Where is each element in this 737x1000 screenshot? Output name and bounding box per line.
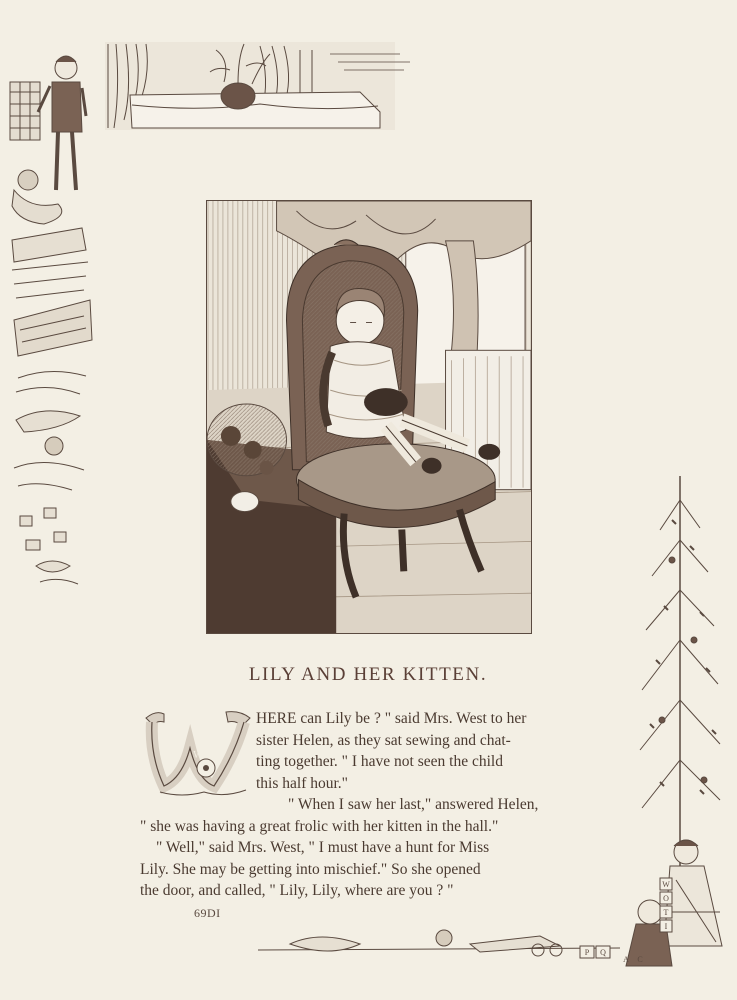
story-line: " Well," said Mrs. West, " I must have a hunt for Miss (156, 839, 490, 856)
story-line: " she was having a great frolic with her kitten in the hall." (140, 817, 499, 835)
top-frieze-curtain-table (105, 42, 410, 130)
block-letter: T (663, 908, 669, 917)
story-body (140, 708, 595, 902)
christmas-tree-engraving (640, 476, 720, 900)
story-line: this half hour." (256, 774, 349, 792)
story-line: HERE can Lily be ? " said Mrs. West to her (256, 710, 527, 727)
block-letter: A (623, 955, 629, 964)
story-line: the door, and called, " Lily, Lily, where are you ? " (140, 882, 454, 899)
story-line: " When I saw her last," answered Helen, (288, 796, 539, 813)
block-letter: C (637, 955, 643, 964)
story-title: LILY AND HER KITTEN. (248, 664, 488, 685)
page-folio-signature: 69DI (194, 906, 221, 920)
story-line: ting together. " I have not seen the child (256, 753, 503, 770)
story-line: Lily. She may be getting into mischief." So she opened (140, 860, 481, 878)
girl-in-armchair-illustration (206, 200, 532, 634)
children-by-tree-engraving (626, 840, 722, 966)
block-letter: W (662, 880, 670, 889)
story-line: sister Helen, as they sat sewing and chat- (256, 731, 511, 749)
drop-cap-letter: W (193, 750, 203, 761)
block-letter: I (664, 922, 668, 931)
bottom-frieze-toys (258, 930, 620, 958)
block-letter: O (663, 894, 669, 903)
block-letter: Q (600, 948, 606, 957)
block-letter: P (584, 948, 590, 957)
left-toys-engraving (12, 228, 92, 584)
boy-with-blocks-engraving (10, 56, 86, 224)
